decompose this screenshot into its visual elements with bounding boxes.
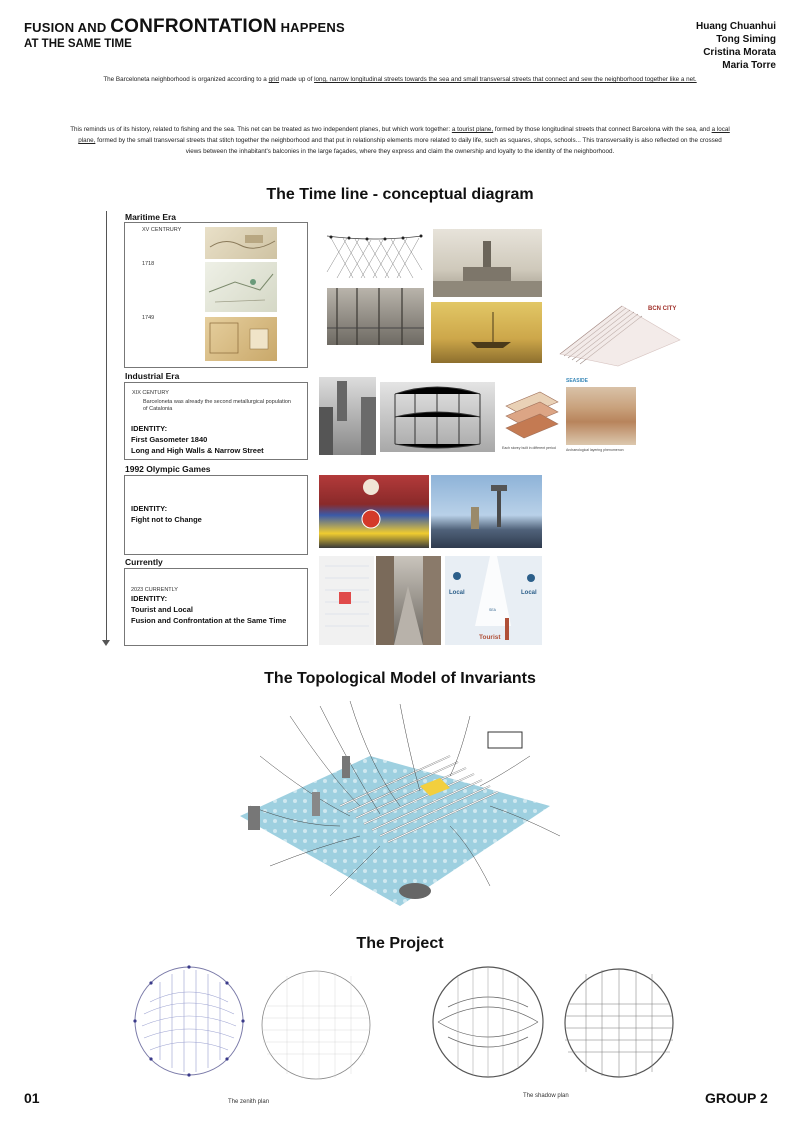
- identity-label: IDENTITY:: [131, 424, 168, 433]
- intro-text: formed by those longitudinal streets that connect Barcelona with the sea, and: [494, 126, 710, 133]
- intro-tourist-plane: a tourist plane,: [451, 126, 494, 133]
- topological-title: The Topological Model of Invariants: [264, 670, 536, 687]
- storey-caption: Each storey built in different period: [502, 446, 556, 450]
- date-2023: 2023 CURRENTLY: [131, 587, 178, 593]
- identity-label: IDENTITY:: [131, 504, 168, 513]
- zenith-plan-drawing: [130, 962, 248, 1080]
- intro-text: The Barceloneta neighborhood is organized according to a: [103, 76, 267, 83]
- intro-text: This reminds us of its history, related to fishing and the sea. This net can be treated as two independent planes, but which work together:: [70, 126, 451, 133]
- intro-text: made up of: [280, 76, 313, 83]
- era-industrial-title: Industrial Era: [125, 371, 180, 381]
- intro-local-plane: a local plane,: [78, 126, 730, 144]
- identity-line: Long and High Walls & Narrow Street: [131, 446, 264, 455]
- author-4: Maria Torre: [722, 60, 776, 71]
- identity-label: IDENTITY:: [131, 594, 168, 603]
- era-maritime-box: [124, 222, 308, 368]
- zenith-caption: The zenith plan: [228, 1099, 270, 1105]
- intro-grid: grid: [268, 76, 280, 83]
- era-current-box: [124, 568, 308, 646]
- tourist-label: Tourist: [479, 634, 501, 641]
- local-label-left: Local: [449, 590, 465, 596]
- old-map-image: [205, 227, 277, 259]
- gasometer-photo: [380, 382, 495, 452]
- authors: [696, 20, 776, 72]
- local-tourist-diagram: [445, 556, 542, 645]
- identity-line: Fight not to Change: [131, 515, 202, 524]
- timeline-arrow-icon: [102, 640, 110, 646]
- era-current-title: Currently: [125, 557, 163, 567]
- identity-line: Fusion and Confrontation at the Same Time: [131, 616, 287, 625]
- identity-line: Tourist and Local: [131, 605, 193, 614]
- bcn-city-diagram: [552, 296, 698, 368]
- seaside-label: SEASIDE: [566, 378, 588, 384]
- author-1: Huang Chuanhui: [696, 21, 776, 32]
- date-1718: 1718: [142, 261, 155, 267]
- intro-text: formed by the small transversal streets that stitch together the neighborhood and that put in relationship elements more related to daily life, such as squares, shops, schools... This transversality is also reflected on the crossed views between the inhabitant's balconies in the large façades, where they express and claim the ownership and loyalty to the identity of the neighborhood.: [97, 137, 722, 155]
- local-label-right: Local: [521, 590, 537, 596]
- era-industrial-box: [124, 382, 308, 460]
- protest-flag-photo: [319, 475, 429, 548]
- title-part2: CONFRONTATION: [110, 16, 277, 37]
- port-workers-photo: [327, 288, 424, 345]
- date-1749: 1749: [142, 315, 155, 321]
- storey-diagram: [500, 388, 563, 454]
- sea-label: SEA: [489, 608, 497, 612]
- era-maritime-title: Maritime Era: [125, 212, 177, 222]
- soil-layers-image: [566, 387, 636, 445]
- map-1718-image: [205, 262, 277, 312]
- author-3: Cristina Morata: [703, 47, 776, 58]
- era-olympic-box: [124, 475, 308, 555]
- date-xix: XIX CENTURY: [132, 390, 169, 396]
- zenith-plan-drawing-2: [257, 966, 375, 1084]
- industrial-note: Barceloneta was already the second metallurgical population of Catalonia: [143, 399, 291, 412]
- era-olympic-title: 1992 Olympic Games: [125, 464, 211, 474]
- date-xv: XV CENTRURY: [142, 227, 182, 233]
- project-title: The Project: [356, 935, 444, 952]
- port-tower-photo: [431, 475, 542, 548]
- shadow-plan-drawing: [428, 962, 548, 1082]
- intro-paragraph-1: [70, 74, 730, 85]
- fishing-net-sketch: [323, 228, 426, 282]
- poster-title: [24, 18, 345, 51]
- title-part3: HAPPENS: [280, 20, 345, 35]
- facade-diagram: [319, 556, 374, 645]
- page-number: 01: [24, 1090, 40, 1106]
- title-part1: FUSION AND: [24, 20, 107, 35]
- lighthouse-photo: [433, 229, 542, 297]
- topological-model-diagram: [230, 696, 580, 926]
- timeline-title: The Time line - conceptual diagram: [266, 186, 534, 203]
- bcn-city-label: BCN CITY: [648, 306, 677, 312]
- map-1749-image: [205, 317, 277, 361]
- boat-beach-photo: [431, 302, 542, 363]
- shadow-plan-drawing-2: [560, 964, 678, 1082]
- group-label: GROUP 2: [705, 1090, 768, 1106]
- current-street-photo: [376, 556, 441, 645]
- olympic-identity: [131, 503, 202, 525]
- shadow-caption: The shadow plan: [523, 1093, 569, 1099]
- current-identity: [131, 593, 286, 626]
- identity-line: First Gasometer 1840: [131, 435, 208, 444]
- layering-caption: Archaeological layering phenomenon: [566, 448, 624, 452]
- author-2: Tong Siming: [716, 34, 776, 45]
- intro-streets: long, narrow longitudinal streets towards the sea and small transversal streets that connect and sew the neighborhood together like a net.: [314, 76, 697, 83]
- intro-paragraph-2: [70, 124, 730, 157]
- timeline-axis: [106, 211, 107, 644]
- narrow-street-photo: [319, 377, 376, 455]
- industrial-identity: [131, 423, 264, 456]
- title-line2: AT THE SAME TIME: [24, 38, 132, 50]
- seaside-layers: [566, 378, 638, 456]
